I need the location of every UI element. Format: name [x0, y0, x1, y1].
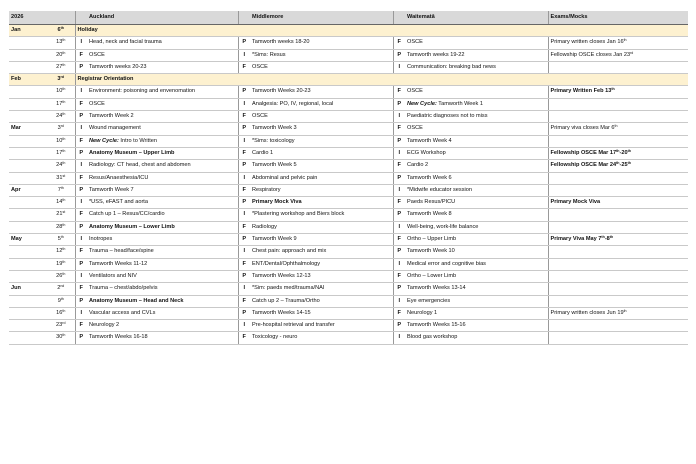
- waitemata-topic: Tamworth Week 10: [405, 246, 548, 258]
- middlemore-type: I: [238, 246, 250, 258]
- auckland-topic: Neurology 2: [87, 320, 238, 332]
- waitemata-type: P: [393, 246, 405, 258]
- middlemore-topic: Primary Mock Viva: [250, 197, 393, 209]
- month-cell: [9, 111, 47, 123]
- auckland-type: F: [75, 172, 87, 184]
- middlemore-type: P: [238, 86, 250, 98]
- waitemata-type: F: [393, 160, 405, 172]
- waitemata-topic: Well-being, work-life balance: [405, 221, 548, 233]
- waitemata-type: I: [393, 258, 405, 270]
- middlemore-type: F: [238, 184, 250, 196]
- date-cell: 21st: [47, 209, 75, 221]
- middlemore-type: I: [238, 135, 250, 147]
- exams-cell: [548, 270, 688, 282]
- date-cell: 14th: [47, 197, 75, 209]
- middlemore-topic: Analgesia: PO, IV, regional, local: [250, 98, 393, 110]
- holiday-label: Holiday: [75, 25, 688, 37]
- exams-cell: Primary written closes Jan 16th: [548, 37, 688, 49]
- exams-cell: [548, 98, 688, 110]
- waitemata-type: I: [393, 332, 405, 344]
- auckland-topic: Head, neck and facial trauma: [87, 37, 238, 49]
- exams-cell: [548, 61, 688, 73]
- middlemore-type: I: [238, 172, 250, 184]
- exams-cell: [548, 246, 688, 258]
- date-cell: 12th: [47, 246, 75, 258]
- header-auckland: Auckland: [87, 11, 238, 25]
- middlemore-topic: Catch up 2 – Trauma/Ortho: [250, 295, 393, 307]
- schedule-row: [9, 86, 688, 98]
- month-cell: Apr: [9, 184, 47, 196]
- waitemata-type: I: [393, 295, 405, 307]
- header-row: [9, 11, 688, 25]
- auckland-type: F: [75, 283, 87, 295]
- middlemore-topic: OSCE: [250, 111, 393, 123]
- schedule-row: [9, 98, 688, 110]
- exams-cell: Primary written closes Jun 19th: [548, 307, 688, 319]
- auckland-type: I: [75, 123, 87, 135]
- month-cell: Jan: [9, 25, 47, 37]
- header-middlemore: Middlemore: [250, 11, 393, 25]
- middlemore-topic: ENT/Dental/Ophthalmology: [250, 258, 393, 270]
- schedule-row: [9, 234, 688, 246]
- waitemata-type: I: [393, 147, 405, 159]
- schedule-table: [9, 11, 688, 345]
- month-cell: [9, 246, 47, 258]
- auckland-type: I: [75, 37, 87, 49]
- waitemata-type: I: [393, 61, 405, 73]
- exams-cell: Primary Written Feb 13th: [548, 86, 688, 98]
- date-cell: 23rd: [47, 320, 75, 332]
- date-cell: 30th: [47, 332, 75, 344]
- exams-cell: Primary Mock Viva: [548, 197, 688, 209]
- waitemata-topic: Eye emergencies: [405, 295, 548, 307]
- auckland-topic: Catch up 1 – Resus/CC/cardio: [87, 209, 238, 221]
- exams-cell: Primary Viva May 7th-8th: [548, 234, 688, 246]
- middlemore-topic: Tamworth Weeks 12-13: [250, 270, 393, 282]
- holiday-label: Registrar Orientation: [75, 74, 688, 86]
- middlemore-topic: OSCE: [250, 61, 393, 73]
- waitemata-type: I: [393, 111, 405, 123]
- waitemata-type: P: [393, 98, 405, 110]
- date-cell: 13th: [47, 37, 75, 49]
- auckland-topic: Tamworth Week 2: [87, 111, 238, 123]
- exams-cell: [548, 295, 688, 307]
- middlemore-type: P: [238, 234, 250, 246]
- middlemore-topic: Cardio 1: [250, 147, 393, 159]
- middlemore-type: F: [238, 111, 250, 123]
- waitemata-topic: Tamworth Weeks 13-14: [405, 283, 548, 295]
- middlemore-type: F: [238, 295, 250, 307]
- schedule-row: [9, 295, 688, 307]
- exams-cell: [548, 221, 688, 233]
- month-cell: Jun: [9, 283, 47, 295]
- middlemore-topic: *Sims: toxicology: [250, 135, 393, 147]
- middlemore-type: P: [238, 197, 250, 209]
- auckland-topic: Environment: poisoning and envenomation: [87, 86, 238, 98]
- middlemore-type: I: [238, 320, 250, 332]
- waitemata-topic: OSCE: [405, 123, 548, 135]
- holiday-row: [9, 25, 688, 37]
- date-cell: 28th: [47, 221, 75, 233]
- date-cell: 24th: [47, 160, 75, 172]
- date-cell: 3rd: [47, 74, 75, 86]
- month-cell: [9, 197, 47, 209]
- month-cell: Feb: [9, 74, 47, 86]
- waitemata-topic: Tamworth Week 8: [405, 209, 548, 221]
- auckland-type: I: [75, 307, 87, 319]
- waitemata-topic: Ortho – Lower Limb: [405, 270, 548, 282]
- middlemore-topic: *Sim: paeds med/trauma/NAI: [250, 283, 393, 295]
- waitemata-type: F: [393, 234, 405, 246]
- month-cell: [9, 320, 47, 332]
- exams-cell: [548, 320, 688, 332]
- schedule-row: [9, 246, 688, 258]
- month-cell: [9, 49, 47, 61]
- middlemore-topic: Chest pain: approach and mix: [250, 246, 393, 258]
- schedule-sheet: [9, 11, 688, 345]
- month-cell: [9, 135, 47, 147]
- waitemata-topic: *Midwife educator session: [405, 184, 548, 196]
- month-cell: [9, 61, 47, 73]
- waitemata-type: I: [393, 221, 405, 233]
- middlemore-type: P: [238, 270, 250, 282]
- schedule-row: [9, 221, 688, 233]
- middlemore-topic: Respiratory: [250, 184, 393, 196]
- date-cell: 3rd: [47, 123, 75, 135]
- date-cell: 26th: [47, 270, 75, 282]
- waitemata-type: P: [393, 49, 405, 61]
- schedule-row: [9, 123, 688, 135]
- auckland-topic: Anatomy Museum – Lower Limb: [87, 221, 238, 233]
- middlemore-topic: Tamworth Weeks 14-15: [250, 307, 393, 319]
- month-cell: [9, 258, 47, 270]
- auckland-topic: Tamworth weeks 20-23: [87, 61, 238, 73]
- auckland-type: P: [75, 61, 87, 73]
- auckland-topic: Trauma – chest/abdo/pelvis: [87, 283, 238, 295]
- waitemata-topic: Paediatric diagnoses not to miss: [405, 111, 548, 123]
- waitemata-topic: Blood gas workshop: [405, 332, 548, 344]
- exams-cell: [548, 184, 688, 196]
- schedule-row: [9, 160, 688, 172]
- middlemore-type: F: [238, 332, 250, 344]
- schedule-row: [9, 135, 688, 147]
- schedule-row: [9, 270, 688, 282]
- middlemore-type: I: [238, 49, 250, 61]
- auckland-topic: Trauma – head/face/spine: [87, 246, 238, 258]
- date-cell: 17th: [47, 147, 75, 159]
- waitemata-topic: OSCE: [405, 37, 548, 49]
- exams-cell: Primary viva closes Mar 6th: [548, 123, 688, 135]
- auckland-topic: Radiology: CT head, chest and abdomen: [87, 160, 238, 172]
- holiday-row: [9, 74, 688, 86]
- waitemata-type: F: [393, 123, 405, 135]
- auckland-type: P: [75, 258, 87, 270]
- waitemata-type: F: [393, 307, 405, 319]
- month-cell: [9, 147, 47, 159]
- auckland-type: P: [75, 184, 87, 196]
- exams-cell: [548, 172, 688, 184]
- middlemore-type: I: [238, 98, 250, 110]
- middlemore-type: P: [238, 123, 250, 135]
- schedule-row: [9, 61, 688, 73]
- waitemata-topic: OSCE: [405, 86, 548, 98]
- auckland-type: P: [75, 295, 87, 307]
- date-cell: 5th: [47, 234, 75, 246]
- waitemata-topic: Neurology 1: [405, 307, 548, 319]
- middlemore-type: I: [238, 283, 250, 295]
- middlemore-type: F: [238, 61, 250, 73]
- month-cell: [9, 332, 47, 344]
- auckland-type: I: [75, 197, 87, 209]
- waitemata-topic: Ortho – Upper Limb: [405, 234, 548, 246]
- month-cell: [9, 98, 47, 110]
- auckland-type: I: [75, 86, 87, 98]
- date-cell: 20th: [47, 49, 75, 61]
- waitemata-type: P: [393, 320, 405, 332]
- month-cell: [9, 295, 47, 307]
- exams-cell: [548, 332, 688, 344]
- date-cell: 16th: [47, 307, 75, 319]
- month-cell: [9, 86, 47, 98]
- middlemore-type: F: [238, 221, 250, 233]
- middlemore-topic: Tamworth Week 3: [250, 123, 393, 135]
- waitemata-type: P: [393, 172, 405, 184]
- month-cell: [9, 221, 47, 233]
- schedule-row: [9, 172, 688, 184]
- auckland-topic: OSCE: [87, 49, 238, 61]
- auckland-type: P: [75, 111, 87, 123]
- middlemore-type: F: [238, 147, 250, 159]
- month-cell: [9, 160, 47, 172]
- month-cell: [9, 172, 47, 184]
- date-cell: 10th: [47, 135, 75, 147]
- date-cell: 19th: [47, 258, 75, 270]
- schedule-body: [9, 25, 688, 345]
- schedule-row: [9, 307, 688, 319]
- waitemata-topic: Tamworth Week 4: [405, 135, 548, 147]
- exams-cell: [548, 209, 688, 221]
- middlemore-type: I: [238, 209, 250, 221]
- exams-cell: [548, 258, 688, 270]
- waitemata-topic: Tamworth weeks 19-22: [405, 49, 548, 61]
- auckland-type: P: [75, 332, 87, 344]
- auckland-type: F: [75, 49, 87, 61]
- auckland-type: I: [75, 234, 87, 246]
- waitemata-topic: Tamworth Weeks 15-16: [405, 320, 548, 332]
- auckland-topic: Resus/Anaesthesia/ICU: [87, 172, 238, 184]
- middlemore-topic: Tamworth Week 5: [250, 160, 393, 172]
- auckland-type: I: [75, 160, 87, 172]
- auckland-topic: Anatomy Museum – Upper Limb: [87, 147, 238, 159]
- middlemore-topic: Abdominal and pelvic pain: [250, 172, 393, 184]
- month-cell: [9, 37, 47, 49]
- schedule-row: [9, 37, 688, 49]
- auckland-topic: Tamworth Weeks 16-18: [87, 332, 238, 344]
- date-cell: 9th: [47, 295, 75, 307]
- waitemata-type: P: [393, 135, 405, 147]
- auckland-topic: OSCE: [87, 98, 238, 110]
- date-cell: 6th: [47, 25, 75, 37]
- exams-cell: [548, 135, 688, 147]
- middlemore-topic: Radiology: [250, 221, 393, 233]
- waitemata-topic: Paeds Resus/PICU: [405, 197, 548, 209]
- auckland-topic: Tamworth Week 7: [87, 184, 238, 196]
- auckland-type: F: [75, 98, 87, 110]
- exams-cell: [548, 283, 688, 295]
- date-cell: 27th: [47, 61, 75, 73]
- header-waitemata: Waitematā: [405, 11, 548, 25]
- exams-cell: Fellowship OSCE Mar 17th-20th: [548, 147, 688, 159]
- date-cell: 7th: [47, 184, 75, 196]
- waitemata-type: F: [393, 270, 405, 282]
- date-cell: 17th: [47, 98, 75, 110]
- waitemata-type: F: [393, 37, 405, 49]
- schedule-row: [9, 111, 688, 123]
- middlemore-topic: Pre-hospital retrieval and transfer: [250, 320, 393, 332]
- middlemore-topic: *Plastering workshop and Biers block: [250, 209, 393, 221]
- middlemore-topic: Tamworth Week 9: [250, 234, 393, 246]
- exams-cell: Fellowship OSCE closes Jan 23rd: [548, 49, 688, 61]
- middlemore-type: P: [238, 307, 250, 319]
- auckland-topic: Vascular access and CVLs: [87, 307, 238, 319]
- waitemata-type: P: [393, 283, 405, 295]
- exams-cell: Fellowship OSCE Mar 24th-25th: [548, 160, 688, 172]
- header-year: 2026: [9, 11, 47, 25]
- date-cell: 31st: [47, 172, 75, 184]
- date-cell: 2nd: [47, 283, 75, 295]
- auckland-type: F: [75, 135, 87, 147]
- middlemore-type: F: [238, 258, 250, 270]
- schedule-row: [9, 147, 688, 159]
- auckland-topic: Inotropes: [87, 234, 238, 246]
- month-cell: May: [9, 234, 47, 246]
- waitemata-topic: ECG Workshop: [405, 147, 548, 159]
- auckland-topic: New Cycle: Intro to Written: [87, 135, 238, 147]
- auckland-type: F: [75, 209, 87, 221]
- schedule-row: [9, 283, 688, 295]
- schedule-row: [9, 49, 688, 61]
- month-cell: [9, 209, 47, 221]
- waitemata-topic: Communication: breaking bad news: [405, 61, 548, 73]
- date-cell: 24th: [47, 111, 75, 123]
- middlemore-topic: Tamworth weeks 18-20: [250, 37, 393, 49]
- auckland-topic: Tamworth Weeks 11-12: [87, 258, 238, 270]
- exams-cell: [548, 111, 688, 123]
- middlemore-topic: Toxicology - neuro: [250, 332, 393, 344]
- auckland-type: I: [75, 270, 87, 282]
- waitemata-type: F: [393, 86, 405, 98]
- middlemore-topic: *Sims: Resus: [250, 49, 393, 61]
- waitemata-topic: New Cycle: Tamworth Week 1: [405, 98, 548, 110]
- header-exams: Exams/Mocks: [548, 11, 688, 25]
- waitemata-type: I: [393, 184, 405, 196]
- waitemata-type: P: [393, 209, 405, 221]
- schedule-row: [9, 197, 688, 209]
- waitemata-type: F: [393, 197, 405, 209]
- auckland-topic: Wound management: [87, 123, 238, 135]
- auckland-topic: Ventilators and NIV: [87, 270, 238, 282]
- schedule-row: [9, 258, 688, 270]
- auckland-topic: *USS, eFAST and aorta: [87, 197, 238, 209]
- schedule-row: [9, 184, 688, 196]
- schedule-row: [9, 209, 688, 221]
- auckland-type: P: [75, 147, 87, 159]
- middlemore-topic: Tamworth Weeks 20-23: [250, 86, 393, 98]
- date-cell: 10th: [47, 86, 75, 98]
- month-cell: Mar: [9, 123, 47, 135]
- waitemata-topic: Cardio 2: [405, 160, 548, 172]
- auckland-type: F: [75, 320, 87, 332]
- month-cell: [9, 307, 47, 319]
- auckland-type: P: [75, 221, 87, 233]
- schedule-row: [9, 332, 688, 344]
- middlemore-type: P: [238, 160, 250, 172]
- auckland-topic: Anatomy Museum – Head and Neck: [87, 295, 238, 307]
- middlemore-type: P: [238, 37, 250, 49]
- schedule-row: [9, 320, 688, 332]
- auckland-type: F: [75, 246, 87, 258]
- month-cell: [9, 270, 47, 282]
- waitemata-topic: Tamworth Week 6: [405, 172, 548, 184]
- waitemata-topic: Medical error and cognitive bias: [405, 258, 548, 270]
